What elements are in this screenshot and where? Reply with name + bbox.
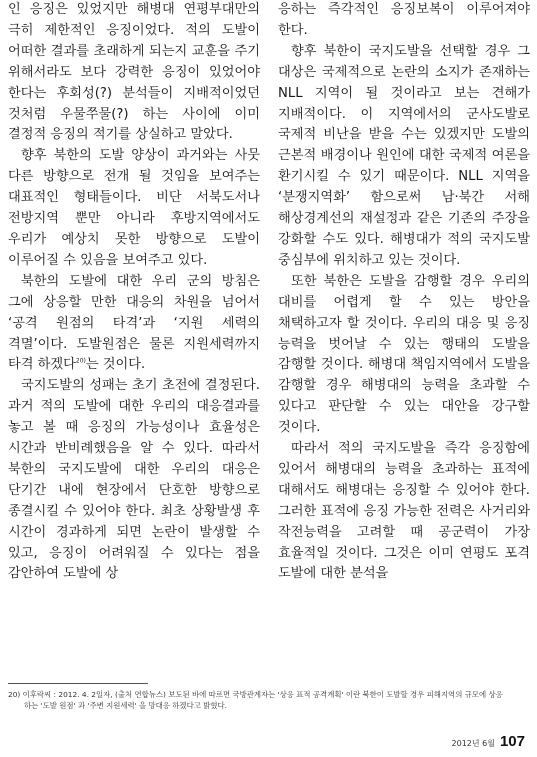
footnote-line: 20) 이후락씨 : 2012. 4. 2일자, (출처 연합뉴스) 보도된 바에 따르면 국방관계자는 '상응 표적 공격계획' 이란 북한이 도발할 경우 피해지역의 규모에 상응 <box>8 690 503 699</box>
page-footer <box>452 733 525 750</box>
paragraph: 따라서 적의 국지도발을 즉각 응징함에 있어서 해병대의 능력을 초과하는 표적에 대해서도 해병대는 응징할 수 있어야 한다. 그러한 표적에 응징 가능한 전력은 사거리와 작전능력을 고려할 때 공군력이 가장 효율적일 것이다. 그것은 이미 연평도 포격 도발에 대한 분석을 <box>278 441 530 582</box>
issue-date: 2012년 6월 <box>451 739 495 748</box>
paragraph: 향후 북한이 국지도발을 선택할 경우 그 대상은 국제적으로 논란의 소지가 존재하는 NLL 지역이 될 것이라고 보는 견해가 지배적이다. 이 지역에서의 군사도발로 국제적 비난을 받을 수는 있겠지만 도발의 근본적 배경이나 원인에 대한 국제적 여론을 환기시킬 수 있기 때문이다. NLL 지역을 ‘분쟁지역화’ 함으로써 남·북간 서해 해상경계선의 재설정과 같은 기존의 주장을 강화할 수도 있다. 해병대가 적의 국지도발 중심부에 위치하고 있는 것이다. <box>278 43 530 268</box>
right-text-column <box>278 0 530 585</box>
footnote-divider <box>8 683 148 684</box>
paragraph-text: 북한의 도발에 대한 우리 군의 방침은 그에 상응할 만한 대응의 차원을 넘어서 ‘공격 원점의 타격’과 ‘지원 세력의 격멸’이다. 도발원점은 물론 지원세력까지 타격 하겠다 <box>8 273 260 373</box>
paragraph-with-footnote-ref <box>8 272 260 377</box>
footnote-line: 하는 '도발 원점' 과 '주변 지원세력' 을 망대응 하겠다고 밝혔다. <box>24 701 227 710</box>
footnote <box>8 689 530 711</box>
left-text-column <box>8 0 260 585</box>
page-number: 107 <box>499 733 525 750</box>
footnote-reference: 20) <box>75 358 86 366</box>
paragraph: 국지도발의 성패는 초기 초전에 결정된다. 과거 적의 도발에 대한 우리의 대응결과를 놓고 볼 때 응징의 가능성이나 효율성은 시간과 반비례했음을 알 수 있다. 따라서 북한의 국지도발에 대한 우리의 대응은 단기간 내에 현장에서 단호한 방향으로 종결시킬 수 있어야 한다. 최초 상황발생 후 시간이 경과하게 되면 논란이 발생할 수 있고, 응징이 어려워질 수 있다는 점을 감안하여 도발에 상 <box>8 378 260 582</box>
paragraph: 인 응징은 있었지만 해병대 연평부대만의 극히 제한적인 응징이었다. 적의 도발이 어떠한 결과를 초래하게 되는지 교훈을 주기 위해서라도 보다 강력한 응징이 있었어야 한다는 후회성(?) 분석들이 지배적이었던 것처럼 우물쭈물(?) 하는 사이에 이미 결정적 응징의 적기를 상실하고 말았다. <box>8 2 260 143</box>
paragraph: 또한 북한은 도발을 감행할 경우 우리의 대비를 어렵게 할 수 있는 방안을 채택하고자 할 것이다. 우리의 대응 및 응징 능력을 벗어날 수 있는 행태의 도발을 감행할 것이다. 해병대 책임지역에서 도발을 감행할 경우 해병대의 능력을 초과할 수 있다고 판단할 수 있는 대안을 강구할 것이다. <box>278 273 530 436</box>
paragraph: 향후 북한의 도발 양상이 과거와는 사뭇 다른 방향으로 전개 될 것임을 보여주는 대표적인 형태들이다. 비단 서북도서나 전방지역 뿐만 아니라 후방지역에서도 우리가 예상치 못한 방향으로 도발이 이루어질 수 있음을 보여주고 있다. <box>8 148 260 268</box>
paragraph: 응하는 즉각적인 응징보복이 이루어져야 한다. <box>278 2 530 38</box>
paragraph-text: 는 것이다. <box>85 357 146 373</box>
